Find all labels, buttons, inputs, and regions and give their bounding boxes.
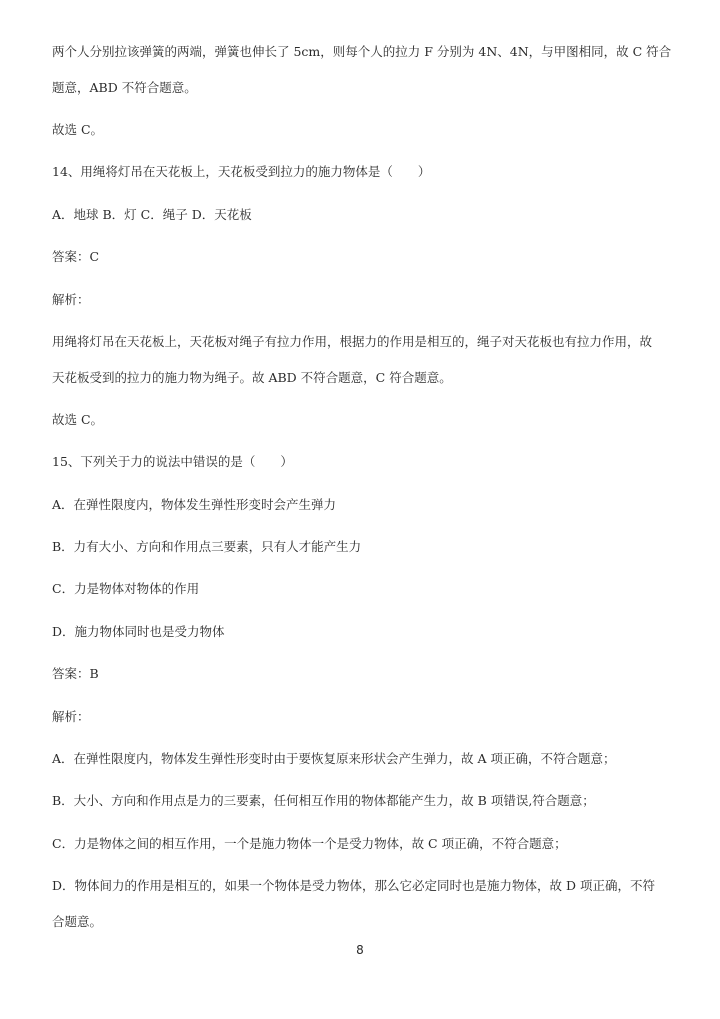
question-14-analysis-label: 解析：	[52, 292, 90, 307]
text-line-2: 题意，ABD 不符合题意。	[52, 80, 197, 95]
question-15-option-c: C．力是物体对物体的作用	[52, 581, 200, 596]
question-14-conclusion: 故选 C。	[52, 412, 104, 427]
page-number: 8	[356, 943, 364, 957]
question-15-option-a: A．在弹性限度内，物体发生弹性形变时会产生弹力	[52, 497, 337, 512]
question-15-analysis-d-line-2: 合题意。	[52, 914, 103, 929]
text-line-3: 故选 C。	[52, 122, 104, 137]
question-15-stem: 15、下列关于力的说法中错误的是（ ）	[52, 454, 293, 469]
question-14-options: A．地球 B．灯 C．绳子 D．天花板	[52, 207, 252, 222]
question-15-option-d: D．施力物体同时也是受力物体	[52, 624, 225, 639]
question-14-stem: 14、用绳将灯吊在天花板上，天花板受到拉力的施力物体是（ ）	[52, 164, 431, 179]
question-15-analysis-label: 解析：	[52, 709, 90, 724]
text-line-1: 两个人分别拉该弹簧的两端，弹簧也伸长了 5cm，则每个人的拉力 F 分别为 4N、4N，与甲图相同，故 C 符合	[52, 44, 672, 59]
question-15-analysis-b: B．大小、方向和作用点是力的三要素，任何相互作用的物体都能产生力，故 B 项错误,符合题意；	[52, 793, 595, 808]
question-15-analysis-c: C．力是物体之间的相互作用，一个是施力物体一个是受力物体，故 C 项正确，不符合题意；	[52, 836, 567, 851]
question-14-analysis-line-2: 天花板受到的拉力的施力物为绳子。故 ABD 不符合题意，C 符合题意。	[52, 370, 452, 385]
question-15-answer: 答案：B	[52, 666, 99, 681]
question-14-answer: 答案：C	[52, 249, 100, 264]
question-14-analysis-line-1: 用绳将灯吊在天花板上，天花板对绳子有拉力作用，根据力的作用是相互的，绳子对天花板也有拉力作用，故	[52, 334, 653, 349]
question-15-analysis-d-line-1: D．物体间力的作用是相互的，如果一个物体是受力物体，那么它必定同时也是施力物体，故 D 项正确，不符	[52, 878, 655, 893]
question-15-analysis-a: A．在弹性限度内，物体发生弹性形变时由于要恢复原来形状会产生弹力，故 A 项正确，不符合题意；	[52, 751, 616, 766]
question-15-option-b: B．力有大小、方向和作用点三要素，只有人才能产生力	[52, 539, 362, 554]
